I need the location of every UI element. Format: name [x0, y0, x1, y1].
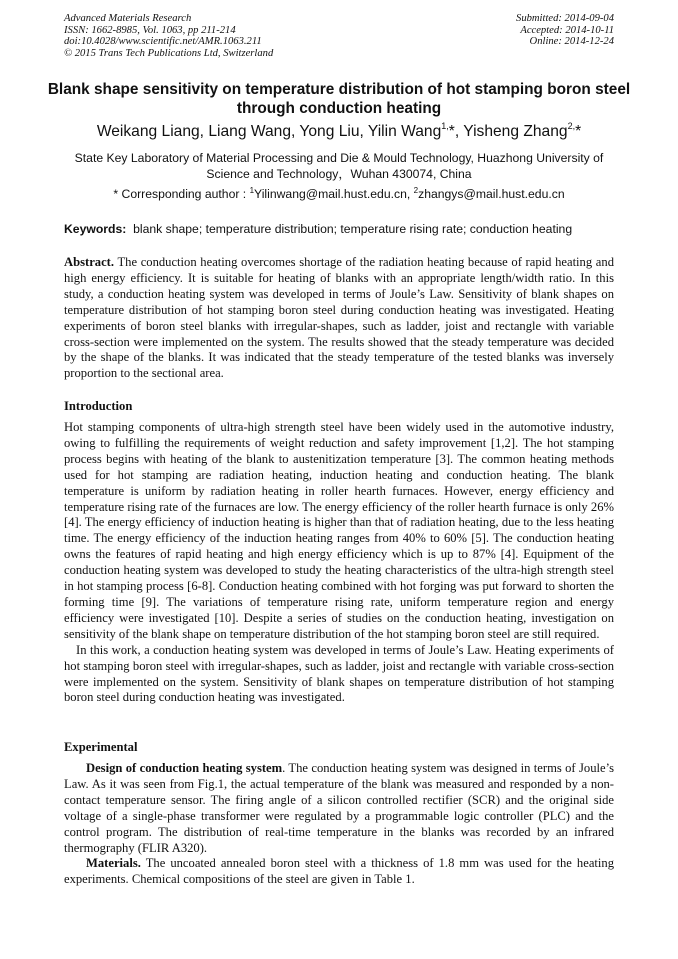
corresponding-author — [40, 186, 638, 202]
journal-issn: ISSN: 1662-8985, Vol. 1063, pp 211-214 — [64, 24, 236, 36]
authors-part-1: Weikang Liang, Liang Wang, Yong Liu, Yilin Wang — [96, 123, 442, 140]
introduction-heading: Introduction — [64, 399, 133, 413]
materials-subheading: Materials. — [86, 856, 141, 871]
date-online: Online: 2014-12-24 — [529, 36, 614, 48]
design-subheading: Design of conduction heating system — [86, 761, 283, 775]
corresponding-prefix: * Corresponding author : — [113, 187, 250, 201]
affiliation: State Key Laboratory of Material Processing and Die & Mould Technology, Huazhong University of Science and Technology，Wuhan 430074, China — [74, 151, 604, 181]
authors-part-3: * — [575, 123, 582, 140]
author-list — [30, 122, 648, 142]
paper-title: Blank shape sensitivity on temperature distribution of hot stamping boron steel through conduction heating — [47, 81, 631, 117]
keywords — [64, 221, 624, 237]
journal-doi: doi:10.4028/www.scientific.net/AMR.1063.211 — [64, 36, 262, 48]
email-sup-2: 2 — [413, 186, 419, 195]
authors-part-2: *, Yisheng Zhang — [448, 123, 568, 140]
abstract-label: Abstract. — [64, 255, 115, 269]
introduction-paragraph-1: Hot stamping components of ultra-high strength steel have been widely used in the automotive industry, owing to fulfilling the requirements of weight reduction and safety improvement [1,2]. The hot stamping process begins with heating of the blank to austenitization temperature [3]. The common heating methods used for hot stamping are radiation heating, induction heating and conduction heating. The blank temperature is uniform by radiation heating in roller hearth furnaces. However, energy efficiency and temperature rising rate of the furnaces are low. The energy efficiency of the roller hearth furnace is only 26% [4]. The energy efficiency of induction heating is higher than that of radiation heating, due to the less heating time. The energy efficiency of the induction heating ranges from 40% to 60% [5]. The conduction heating owns the features of rapid heating and high energy efficiency which is up to 87% [4]. Equipment of the conduction heating system was developed to study the heating characteristics of the ultra-high strength steel in hot stamping process [6-8]. Conduction heating combined with hot forging was put forward to shorten the forming time [9]. The variations of temperature rising rate, uniform temperature region and energy efficiency were investigated [10]. Despite a series of studies on the conduction heating, investigation on sensitivity of the blank shape on temperature distribution of the hot stamping boron steel are still required. — [64, 420, 614, 641]
journal-header-right — [516, 13, 614, 48]
email-1[interactable]: Yilinwang@mail.hust.edu.cn, — [254, 187, 414, 201]
email-sup-1: 1 — [249, 186, 255, 195]
journal-name: Advanced Materials Research — [64, 13, 192, 24]
keywords-text: blank shape; temperature distribution; temperature rising rate; conduction heating — [133, 222, 573, 236]
date-submitted: Submitted: 2014-09-04 — [516, 13, 614, 24]
experimental-paragraph-2 — [64, 856, 614, 888]
email-2[interactable]: zhangys@mail.hust.edu.cn — [418, 187, 565, 201]
materials-text: The uncoated annealed boron steel with a thickness of 1.8 mm was used for the heating experiments. Chemical compositions of the steel are given in Table 1. — [64, 856, 614, 887]
abstract-text: The conduction heating overcomes shortage of the radiation heating because of rapid heating and high energy efficiency. It is suitable for heating of blanks with an appropriate length/width ratio. In this study, a conduction heating system was developed in terms of Joule’s Law. Sensitivity of blank shapes on temperature distribution of hot stamping boron steel during conduction heating was investigated. Heating experiments of boron steel blanks with irregular-shapes, such as ladder, joist and rectangle with variable cross-section were implemented on the system. The results showed that the steady temperature was decided by the shape of the blanks. It was indicated that the steady temperature of the tested blanks was inversely proportion to the sectional area. — [64, 255, 614, 381]
experimental-body — [64, 761, 614, 888]
journal-copyright: © 2015 Trans Tech Publications Ltd, Switzerland — [64, 47, 274, 59]
author-sup-1: 1, — [441, 121, 449, 131]
journal-header-left — [64, 13, 273, 59]
introduction-paragraph-2: In this work, a conduction heating system was developed in terms of Joule’s Law. Heating experiments of hot stamping boron steel with irregular-shapes, such as ladder, joist and rectangle with variable cross-section were implemented on the system. Sensitivity of blank shapes on temperature distribution of hot stamping boron steel during conduction heating was investigated. — [64, 642, 614, 705]
experimental-heading: Experimental — [64, 740, 138, 754]
introduction-body — [64, 420, 614, 706]
author-sup-2: 2, — [567, 121, 576, 131]
date-accepted: Accepted: 2014-10-11 — [520, 24, 614, 36]
keywords-label: Keywords: — [64, 222, 127, 236]
design-text: . The conduction heating system was designed in terms of Joule’s Law. As it was seen from Fig.1, the actual temperature of the blank was measured and responded by a non-contact temperature sensor. The firing angle of a silicon controlled rectifier (SCR) and the original side voltage of a single-phase transformer were regulated by a programmable logic controller (PLC) and the control program. The distribution of real-time temperature in the blanks was recorded by an infrared thermography (FLIR A320). — [64, 761, 614, 855]
abstract — [64, 255, 614, 382]
experimental-paragraph-1 — [64, 761, 614, 856]
